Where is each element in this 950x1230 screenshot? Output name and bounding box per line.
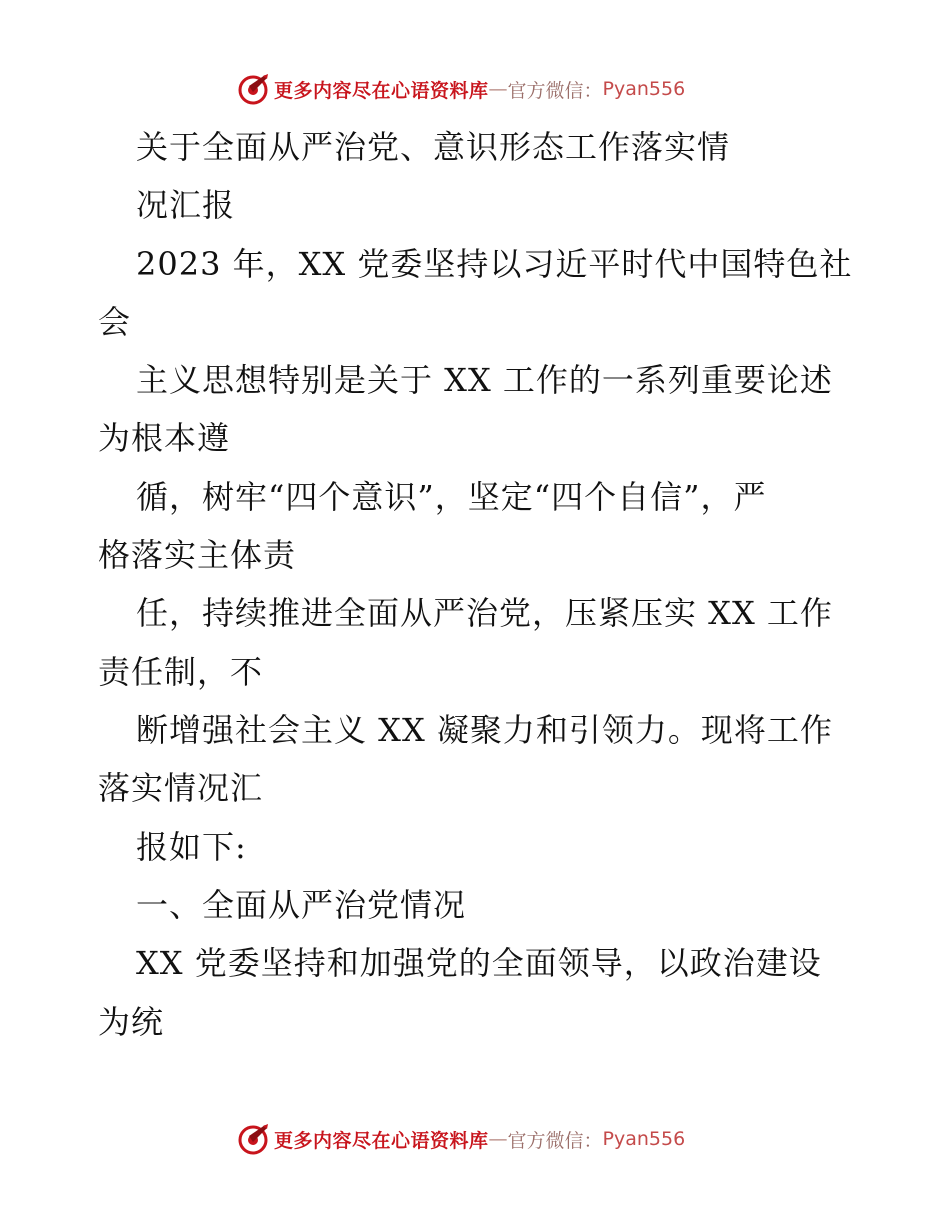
- header-banner-text: 更多内容尽在心语资料库: [274, 79, 489, 102]
- doc-text-line: 落实情况汇: [98, 769, 264, 807]
- footer-wechat-id: Pyan556: [602, 1128, 686, 1150]
- header-wechat-label: 官方微信：: [507, 79, 603, 102]
- doc-text-line: 循，树牢“四个意识”，坚定“四个自信”，严: [136, 478, 767, 516]
- pen-logo-icon: [236, 72, 270, 106]
- doc-text-line: 为统: [98, 1003, 165, 1041]
- doc-text-line: 任，持续推进全面从严治党，压紧压实 XX 工作: [136, 594, 833, 632]
- doc-text-line: 会: [98, 303, 132, 341]
- doc-text-line: 2023 年，XX 党委坚持以习近平时代中国特色社: [136, 245, 853, 283]
- pen-logo-icon: [236, 1122, 270, 1156]
- doc-title-line-2: 况汇报: [136, 186, 236, 224]
- doc-text-line: 责任制，不: [98, 653, 264, 691]
- footer-banner-dash: —: [488, 1128, 508, 1150]
- doc-text-line: 主义思想特别是关于 XX 工作的一系列重要论述: [136, 361, 833, 399]
- doc-text-line: 为根本遵: [98, 419, 231, 457]
- header-banner-dash: —: [488, 78, 508, 100]
- header-banner: [236, 72, 716, 106]
- doc-text-line: XX 党委坚持和加强党的全面领导，以政治建设: [136, 944, 822, 982]
- footer-banner: [236, 1122, 716, 1156]
- doc-title-line-1: 关于全面从严治党、意识形态工作落实情: [136, 128, 731, 166]
- footer-wechat-label: 官方微信：: [507, 1129, 603, 1152]
- header-wechat-id: Pyan556: [602, 78, 686, 100]
- doc-text-line: 报如下:: [136, 828, 247, 866]
- doc-text-line: 格落实主体责: [98, 536, 297, 574]
- section-heading: 一、全面从严治党情况: [136, 886, 467, 924]
- doc-text-line: 断增强社会主义 XX 凝聚力和引领力。现将工作: [136, 711, 833, 749]
- footer-banner-text: 更多内容尽在心语资料库: [274, 1129, 489, 1152]
